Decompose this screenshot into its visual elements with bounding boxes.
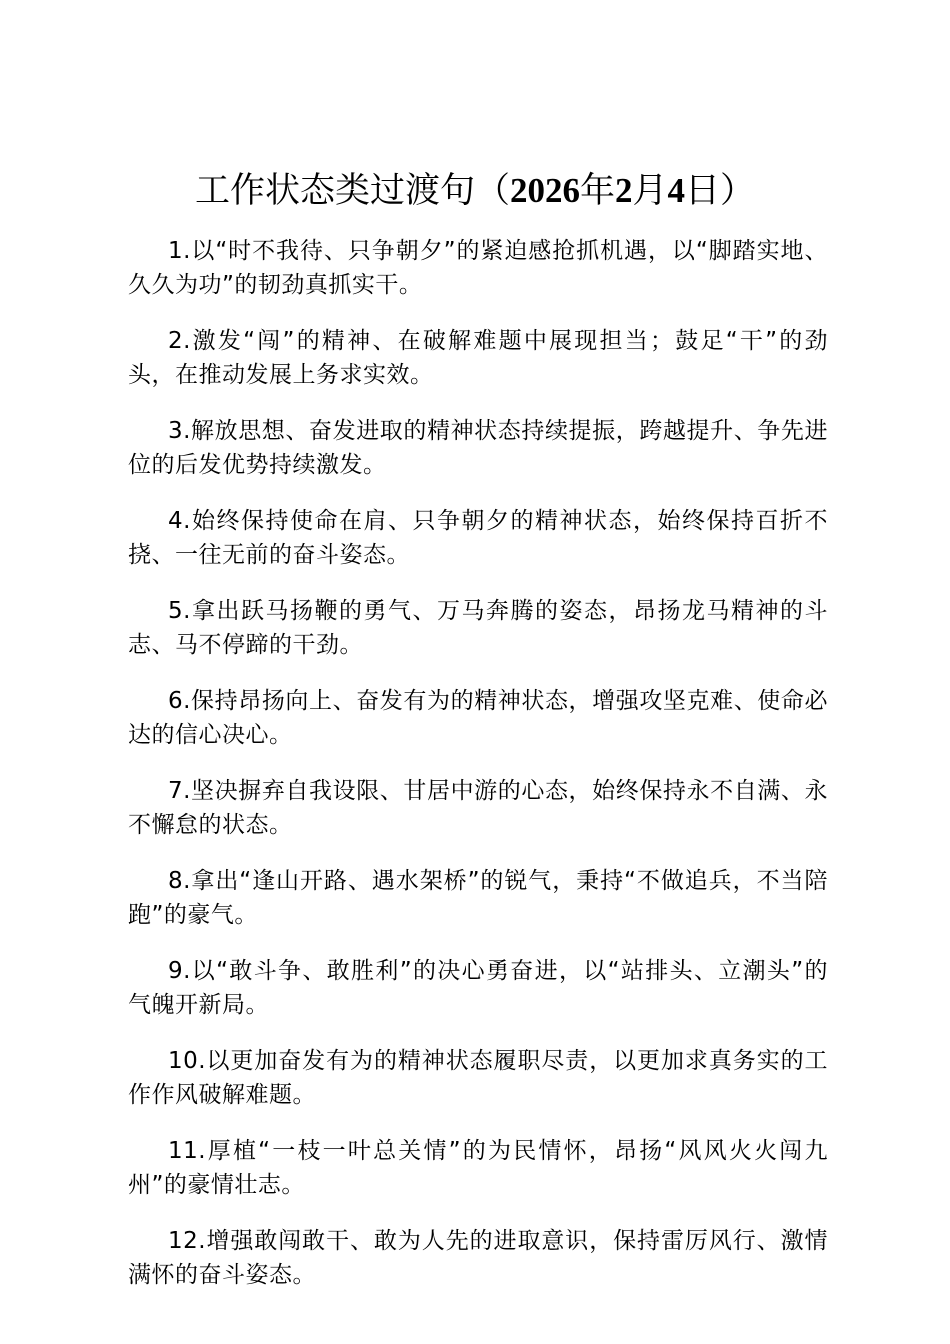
document-title: [0, 166, 950, 216]
title-year: 2026: [509, 171, 580, 210]
title-month: 2: [615, 171, 633, 210]
paragraph-6: 6.保持昂扬向上、奋发有为的精神状态，增强攻坚克难、使命必达的信心决心。: [128, 688, 828, 748]
title-month-unit: 月: [632, 171, 668, 211]
paragraph-1: 1.以“时不我待、只争朝夕”的紧迫感抢抓机遇，以“脚踏实地、久久为功”的韧劲真抓实干。: [128, 238, 828, 298]
paragraph-12: 12.增强敢闯敢干、敢为人先的进取意识，保持雷厉风行、激情满怀的奋斗姿态。: [128, 1228, 828, 1288]
paragraph-4: 4.始终保持使命在肩、只争朝夕的精神状态，始终保持百折不挠、一往无前的奋斗姿态。: [128, 508, 828, 568]
title-day-unit: 日）: [685, 171, 756, 211]
paragraph-10: 10.以更加奋发有为的精神状态履职尽责，以更加求真务实的工作作风破解难题。: [128, 1048, 828, 1108]
title-year-unit: 年: [579, 171, 615, 211]
paragraph-7: 7.坚决摒弃自我设限、甘居中游的心态，始终保持永不自满、永不懈怠的状态。: [128, 778, 828, 838]
title-day: 4: [667, 171, 686, 210]
paragraph-11: 11.厚植“一枝一叶总关情”的为民情怀，昂扬“风风火火闯九州”的豪情壮志。: [128, 1138, 828, 1198]
paragraph-8: 8.拿出“逢山开路、遇水架桥”的锐气，秉持“不做追兵，不当陪跑”的豪气。: [128, 868, 828, 928]
paragraph-3: 3.解放思想、奋发进取的精神状态持续提振，跨越提升、争先进位的后发优势持续激发。: [128, 418, 828, 478]
paragraph-2: 2.激发“闯”的精神、在破解难题中展现担当；鼓足“干”的劲头，在推动发展上务求实效。: [128, 328, 828, 388]
document-body: [128, 234, 828, 1314]
paragraph-9: 9.以“敢斗争、敢胜利”的决心勇奋进，以“站排头、立潮头”的气魄开新局。: [128, 958, 828, 1018]
paragraph-5: 5.拿出跃马扬鞭的勇气、万马奔腾的姿态，昂扬龙马精神的斗志、马不停蹄的干劲。: [128, 598, 828, 658]
title-prefix: 工作状态类过渡句（: [194, 171, 510, 211]
